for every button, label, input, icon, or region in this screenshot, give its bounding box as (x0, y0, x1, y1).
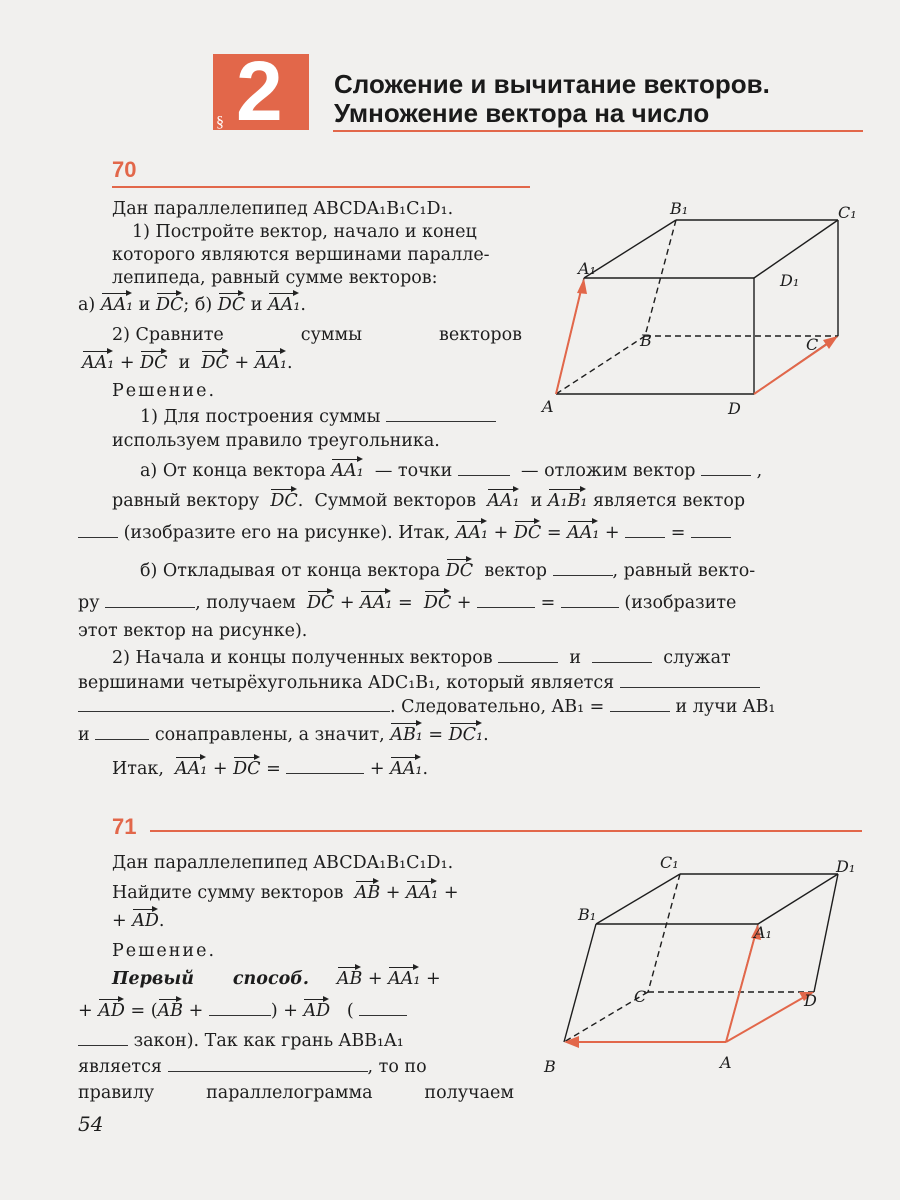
section-title-line1: Сложение и вычитание векторов. (334, 69, 770, 99)
p71-line3: + AD. (112, 908, 164, 935)
label-B1: B₁ (578, 905, 597, 924)
label-B: B (640, 331, 652, 350)
p71-line2: Найдите сумму векторов AB + AA₁ + (112, 880, 459, 907)
label-B1: B₁ (670, 199, 689, 218)
label-B: B (544, 1057, 556, 1076)
p71-line5: Первый способ. AB + AA₁ + (112, 966, 441, 993)
section-number: 2 (236, 44, 283, 138)
section-title-line2: Умножение вектора на число (334, 98, 710, 128)
p70-line20: и сонаправлены, а значит, AB₁ = DC₁. (78, 722, 489, 749)
p71-solution-label: Решение. (112, 941, 217, 961)
p70-line7: AA₁ + DC и DC + AA₁. (82, 350, 293, 377)
p70-solution-label: Решение. (112, 381, 217, 401)
header-rule (333, 130, 863, 132)
p70-line9: 1) Для построения суммы (140, 404, 496, 431)
section-symbol: § (216, 114, 224, 131)
label-A: A (720, 1053, 732, 1072)
problem-70-number: 70 (112, 157, 137, 182)
p71-line6b: закон). Так как грань ABB₁A₁ (78, 1028, 404, 1055)
p70-line4: лепипеда, равный сумме векторов: (112, 268, 438, 288)
p71-line7: является , то по (78, 1054, 427, 1081)
p71-line1: Дан параллелепипед ABCDA₁B₁C₁D₁. (112, 853, 454, 873)
p70-line17: 2) Начала и концы полученных векторов и служат (112, 645, 731, 672)
label-A1: A₁ (754, 923, 772, 942)
p70-line11: а) От конца вектора AA₁ — точки — отложим вектор , (140, 458, 762, 485)
parallelepiped-figure-71 (530, 850, 870, 1080)
p70-line14: б) Откладывая от конца вектора DC вектор , равный векто- (140, 558, 755, 585)
label-A: A (542, 397, 554, 416)
p70-line21: Итак, AA₁ + DC = + AA₁. (112, 756, 428, 783)
page-number: 54 (78, 1112, 104, 1136)
problem-71-number: 71 (112, 814, 137, 839)
p71-line8: правилу параллелограмма получаем (78, 1083, 514, 1103)
vector-DC: DC (156, 292, 183, 319)
label-D1: D₁ (836, 857, 856, 876)
vector-AA1: AA₁ (268, 292, 300, 319)
label-A1: A₁ (578, 259, 596, 278)
p70-line10: используем правило треугольника. (112, 431, 440, 451)
label-D1: D₁ (780, 271, 800, 290)
label-D: D (804, 991, 817, 1010)
parallelepiped-figure-70 (520, 196, 870, 426)
p70-line3: которого являются вершинами паралле- (112, 245, 490, 265)
p70-line12: равный вектору DC. Суммой векторов AA₁ и A₁B₁ является вектор (112, 488, 745, 515)
p70-line5: а) AA₁ и DC; б) DC и AA₁. (78, 292, 306, 319)
p70-line15: ру , получаем DC + AA₁ = DC + = (изобразите (78, 590, 736, 617)
p70-line19: . Следовательно, AB₁ = и лучи AB₁ (78, 694, 775, 721)
p70-line16: этот вектор на рисунке). (78, 621, 308, 641)
label-C1: C₁ (660, 853, 679, 872)
label-C1: C₁ (838, 203, 857, 222)
label-C: C (634, 987, 647, 1006)
vector-DC: DC (218, 292, 245, 319)
p71-line6: + AD = (AB + ) + AD ( (78, 998, 407, 1025)
p70-line6: 2) Сравните суммы векторов (112, 325, 522, 345)
problem-71-rule (150, 830, 862, 832)
p70-line2: 1) Постройте вектор, начало и конец (132, 222, 477, 242)
label-D: D (728, 399, 741, 418)
p70-line1: Дан параллелепипед ABCDA₁B₁C₁D₁. (112, 199, 454, 219)
label-C: C (806, 335, 819, 354)
problem-70-rule (112, 186, 530, 188)
p70-line18: вершинами четырёхугольника ADC₁B₁, который является (78, 670, 760, 697)
p70-line13: (изобразите его на рисунке). Итак, AA₁ + DC = AA₁ + = (78, 520, 731, 547)
section-title (334, 70, 770, 128)
vector-AA1: AA₁ (101, 292, 133, 319)
